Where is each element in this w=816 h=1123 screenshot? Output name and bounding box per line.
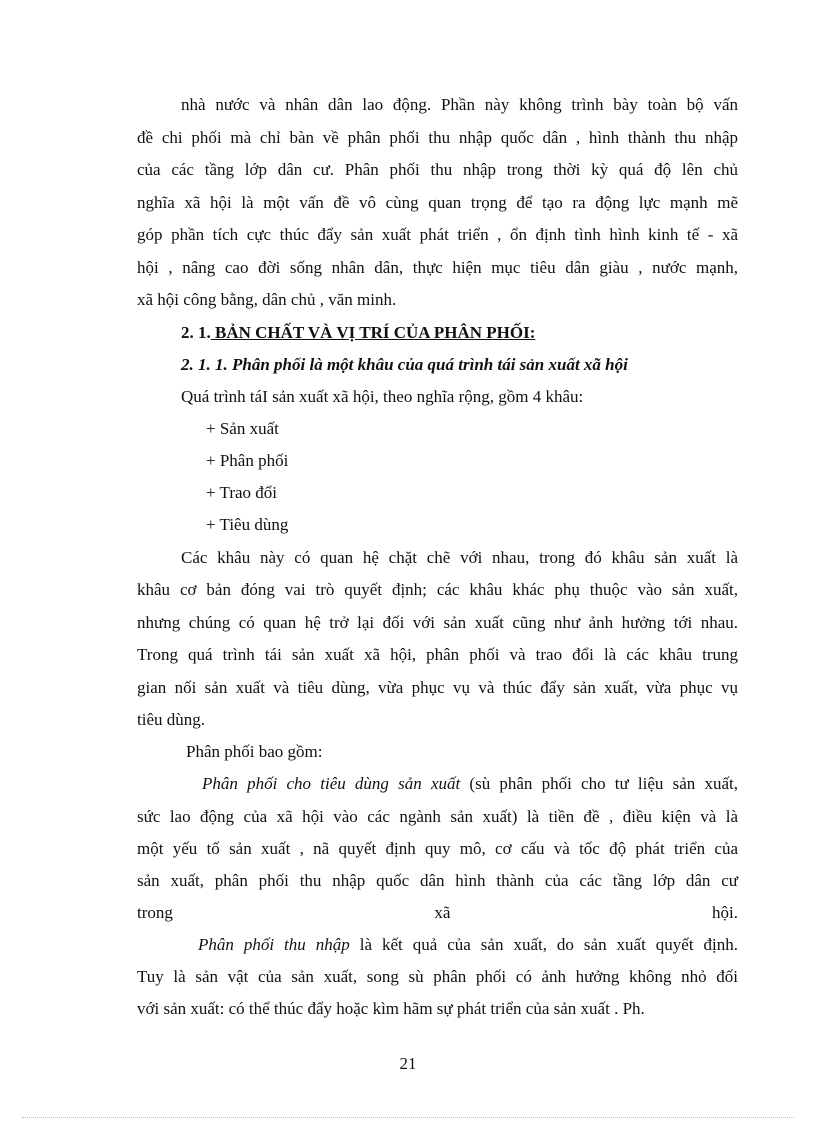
paragraph-line: Các khâu này có quan hệ chặt chẽ với nhau, trong đó khâu sản xuất là	[181, 548, 738, 567]
paragraph-line: sản xuất, phân phối thu nhập quốc dân hình thành của các tầng lớp dân cư	[137, 871, 738, 890]
paragraph-line: xã hội công bằng, dân chủ , văn minh.	[137, 290, 397, 309]
paragraph-line: nhà nước và nhân dân lao động. Phần này không trình bày toàn bộ vấn	[181, 95, 738, 114]
page-bottom-border	[22, 1117, 794, 1118]
paragraph-line: hội , nâng cao đời sống nhân dân, thực hiện mục tiêu dân giàu , nước mạnh,	[137, 258, 738, 277]
paragraph-line: khâu cơ bản đóng vai trò quyết định; các khâu khác phụ thuộc vào sản xuất,	[137, 580, 738, 599]
paragraph-line: của các tầng lớp dân cư. Phân phối thu nhập trong thời kỳ quá độ lên chủ	[137, 160, 738, 179]
paragraph-line	[198, 933, 738, 957]
paragraph-line: Trong quá trình tái sản xuất xã hội, phân phối và trao đổi là các khâu trung	[137, 645, 738, 664]
paragraph-line: nghĩa xã hội là một vấn đề vô cùng quan trọng để tạo ra động lực mạnh mẽ	[137, 193, 738, 212]
term-italic: Phân phối thu nhập	[198, 935, 350, 954]
paragraph-line: Phân phối bao gồm:	[186, 742, 323, 761]
paragraph-line: trong xã hội.	[137, 903, 738, 922]
section-heading	[181, 321, 782, 345]
list-item: + Trao đổi	[206, 483, 277, 502]
paragraph-line: với sản xuất: có thể thúc đẩy hoặc kìm hãm sự phát triển của sản xuất . Ph.	[137, 999, 645, 1018]
paragraph-line	[202, 772, 738, 796]
list-item: + Sản xuất	[206, 419, 279, 438]
paragraph-line: một yếu tố sản xuất , nã quyết định quy mô, cơ cấu và tốc độ phát triển của	[137, 839, 738, 858]
subsection-heading: 2. 1. 1. Phân phối là một khâu của quá trình tái sản xuất xã hội	[181, 355, 628, 374]
section-heading-number: 2. 1.	[181, 323, 211, 342]
paragraph-line: gian nối sản xuất và tiêu dùng, vừa phục vụ và thúc đẩy sản xuất, vừa phục vụ	[137, 678, 738, 697]
paragraph-line: Tuy là sản vật của sản xuất, song sù phân phối có ảnh hưởng không nhỏ đối	[137, 967, 738, 986]
paragraph-text: là kết quả của sản xuất, do sản xuất quyết định.	[349, 935, 738, 954]
paragraph-line: đề chi phối mà chỉ bàn về phân phối thu nhập quốc dân , hình thành thu nhập	[137, 128, 738, 147]
section-heading-title: BẢN CHẤT VÀ VỊ TRÍ CỦA PHÂN PHỐI:	[210, 323, 536, 342]
paragraph-text: (sù phân phối cho tư liệu sản xuất,	[460, 774, 738, 793]
list-item: + Tiêu dùng	[206, 515, 289, 534]
term-italic: Phân phối cho tiêu dùng sản xuất	[202, 774, 461, 793]
list-item: + Phân phối	[206, 451, 289, 470]
page-number: 21	[399, 1054, 417, 1073]
intro-line: Quá trình táI sản xuất xã hội, theo nghĩa rộng, gồm 4 khâu:	[181, 387, 584, 406]
paragraph-line: sức lao động của xã hội vào các ngành sản xuất) là tiền đề , điều kiện và là	[137, 807, 738, 826]
paragraph-line: góp phần tích cực thúc đẩy sản xuất phát triển , ổn định tình hình kinh tế - xã	[137, 225, 738, 244]
paragraph-line: nhưng chúng có quan hệ trở lại đối với sản xuất cũng như ảnh hưởng tới nhau.	[137, 613, 738, 632]
paragraph-line: tiêu dùng.	[137, 710, 205, 729]
